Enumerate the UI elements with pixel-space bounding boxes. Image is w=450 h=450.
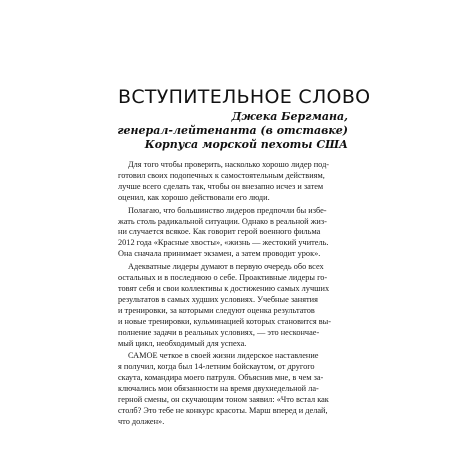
paragraph <box>118 160 348 204</box>
text-line: 2012 года «Красные хвосты», «жизнь — жестокий учитель. <box>118 238 329 248</box>
body-text <box>118 160 348 430</box>
text-line: и тренировки, за которыми следуют оценка результатов <box>118 305 315 315</box>
text-line: что должен». <box>118 416 165 426</box>
text-line: Полагаю, что большинство лидеров предпочли бы избе- <box>128 205 327 215</box>
text-line: Адекватные лидеры думают в первую очередь обо всех <box>128 262 324 272</box>
chapter-title: ВСТУПИТЕЛЬНОЕ СЛОВО <box>118 86 371 108</box>
text-line: готовил своих подопечных к самостоятельным действиям, <box>118 170 325 180</box>
paragraph <box>118 262 348 349</box>
text-line: оценил, как хорошо действовали его люди. <box>118 192 270 202</box>
author-name-line: Джека Бергмана, <box>231 110 348 123</box>
text-line: герной смены, он скучающим тоном заявил: «Что встал как <box>118 395 329 405</box>
text-line: САМОЕ четкое в своей жизни лидерское наставление <box>128 351 319 361</box>
text-line: жать столь радикальной ситуации. Однако в реальной жиз- <box>118 216 327 226</box>
text-line: мый цикл, необходимый для успеха. <box>118 338 247 348</box>
author-byline <box>108 110 348 152</box>
text-line: столб? Это тебе не конкурс красоты. Марш вперед и делай, <box>118 405 328 415</box>
text-line: полнение задачи в реальных условиях, — это нескончае- <box>118 327 320 337</box>
text-line: остальных и в последнюю о себе. Проактивные лидеры го- <box>118 273 328 283</box>
paragraph <box>118 206 348 261</box>
text-line: и новые тренировки, кульминацией которых становится вы- <box>118 316 331 326</box>
text-line: ни случается всякое. Как говорит герой военного фильма <box>118 227 321 237</box>
text-line: скаута, командира моего патруля. Объяснив мне, в чем за- <box>118 373 324 383</box>
paragraph <box>118 351 348 427</box>
text-line: Она сначала принимает экзамен, а затем проводит урок». <box>118 249 321 259</box>
text-line: я получил, когда был 14-летним бойскаутом, от другого <box>118 362 315 372</box>
text-line: ключались мои обязанности на время двухнедельной ла- <box>118 384 319 394</box>
text-line: результатов в самых худших условиях. Учебные занятия <box>118 294 318 304</box>
author-rank-line: генерал-лейтенанта (в отставке) <box>117 124 348 137</box>
text-line: товят себя и свои коллективы к достижению самых лучших <box>118 283 330 293</box>
author-corps-line: Корпуса морской пехоты США <box>144 138 348 151</box>
text-line: лучше всего сделать так, чтобы он внезапно исчез и затем <box>118 181 324 191</box>
text-line: Для того чтобы проверить, насколько хорошо лидер под- <box>128 160 330 169</box>
